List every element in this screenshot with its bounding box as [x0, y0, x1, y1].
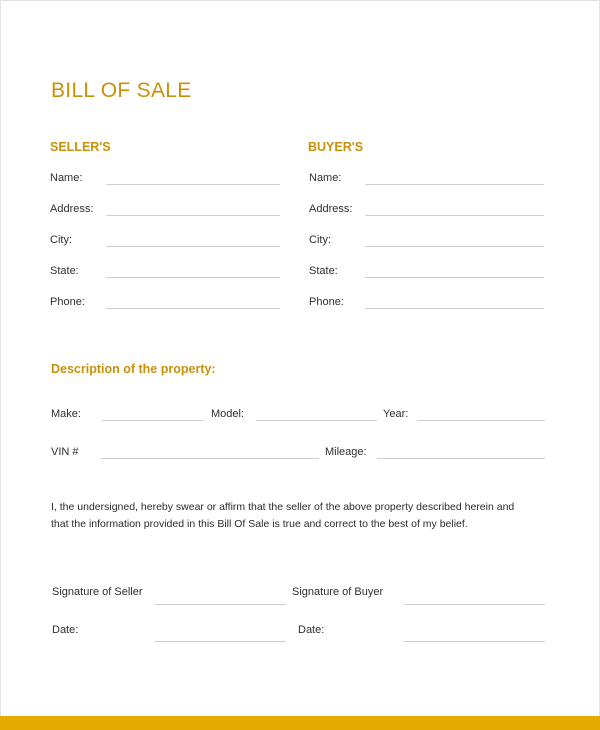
- seller-state-label: State:: [50, 265, 79, 277]
- seller-date-label: Date:: [52, 624, 79, 636]
- buyer-phone-label: Phone:: [309, 296, 344, 308]
- mileage-label: Mileage:: [325, 446, 367, 458]
- declaration-line-2: that the information provided in this Bill Of Sale is true and correct to the best of my belief.: [51, 518, 468, 530]
- seller-phone-field[interactable]: [106, 308, 280, 309]
- model-label: Model:: [211, 408, 245, 420]
- seller-date-field[interactable]: [155, 641, 286, 642]
- seller-name-label: Name:: [50, 172, 83, 184]
- document-title: BILL OF SALE: [51, 79, 192, 102]
- seller-state-field[interactable]: [106, 277, 280, 278]
- buyer-city-label: City:: [309, 234, 331, 246]
- seller-city-field[interactable]: [106, 246, 280, 247]
- make-field[interactable]: [102, 420, 204, 421]
- buyer-state-field[interactable]: [365, 277, 544, 278]
- buyer-phone-field[interactable]: [365, 308, 544, 309]
- buyer-name-label: Name:: [309, 172, 342, 184]
- seller-address-label: Address:: [50, 203, 94, 215]
- buyer-city-field[interactable]: [365, 246, 544, 247]
- vin-field[interactable]: [101, 458, 319, 459]
- year-field[interactable]: [417, 420, 545, 421]
- buyer-date-field[interactable]: [404, 641, 545, 642]
- buyer-address-field[interactable]: [365, 215, 544, 216]
- seller-city-label: City:: [50, 234, 72, 246]
- seller-signature-label: Signature of Seller: [52, 586, 143, 598]
- seller-name-field[interactable]: [106, 184, 280, 185]
- seller-phone-label: Phone:: [50, 296, 85, 308]
- year-label: Year:: [383, 408, 409, 420]
- vin-label: VIN #: [51, 446, 79, 458]
- buyer-name-field[interactable]: [365, 184, 544, 185]
- declaration-line-1: I, the undersigned, hereby swear or affirm that the seller of the above property described herein and: [51, 501, 515, 513]
- model-field[interactable]: [256, 420, 377, 421]
- declaration-text: [51, 499, 561, 533]
- buyer-heading: BUYER'S: [308, 140, 364, 154]
- buyer-address-label: Address:: [309, 203, 353, 215]
- mileage-field[interactable]: [377, 458, 545, 459]
- buyer-date-label: Date:: [298, 624, 325, 636]
- make-label: Make:: [51, 408, 81, 420]
- buyer-signature-label: Signature of Buyer: [292, 586, 384, 598]
- footer-accent-bar: [0, 716, 600, 730]
- seller-signature-field[interactable]: [155, 604, 286, 605]
- seller-address-field[interactable]: [106, 215, 280, 216]
- buyer-signature-field[interactable]: [404, 604, 545, 605]
- buyer-state-label: State:: [309, 265, 338, 277]
- seller-heading: SELLER'S: [50, 140, 111, 154]
- property-heading: Description of the property:: [51, 362, 216, 376]
